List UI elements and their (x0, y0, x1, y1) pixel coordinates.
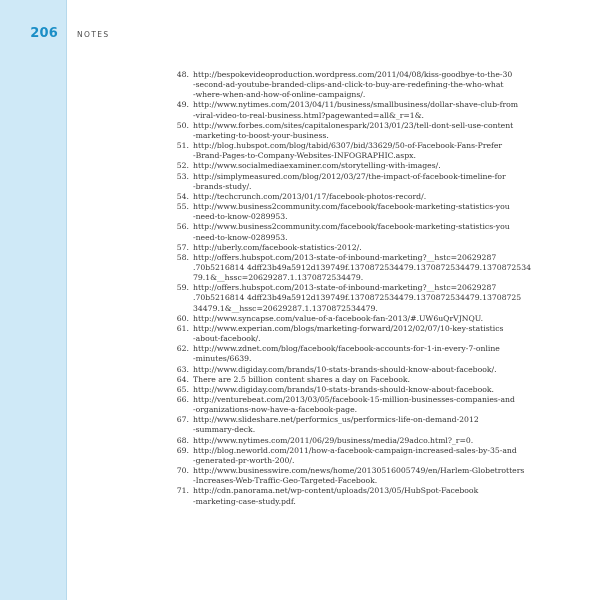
note-line: http://www.socialmediaexaminer.com/storytelling-with-images/. (193, 161, 441, 171)
note-item (170, 446, 522, 466)
note-line: http://offers.hubspot.com/2013-state-of-inbound-marketing?__hstc=20629287 (193, 252, 497, 262)
note-text (193, 365, 522, 375)
note-text (193, 324, 522, 344)
note-line: -second-ad-youtube-branded-clips-and-click-to-buy-are-redefining-the-who-what (193, 80, 504, 90)
note-line: -minutes/6639. (193, 354, 252, 364)
note-line: http://venturebeat.com/2013/03/05/facebook-15-million-businesses-companies-and (193, 395, 515, 404)
note-text (193, 395, 522, 415)
note-line: -brands-study/. (193, 181, 252, 191)
section-title: NOTES (77, 30, 110, 39)
note-number: 59. (176, 283, 189, 293)
note-item (170, 172, 522, 192)
note-item (170, 375, 522, 385)
note-line: http://techcrunch.com/2013/01/17/facebook-photos-record/. (193, 191, 427, 201)
note-item (170, 486, 522, 506)
note-number: 58. (176, 252, 189, 262)
note-line: -marketing-to-boost-your-business. (193, 130, 329, 140)
note-number: 64. (176, 374, 189, 384)
note-number: 57. (176, 242, 189, 252)
note-number: 65. (176, 384, 189, 394)
note-item (170, 314, 522, 324)
side-margin-divider (66, 0, 67, 600)
note-line: .70b5216814 4dff23b49a5912d139749f.1370872534479.1370872534479.1370872534 (193, 262, 531, 272)
note-line: http://www.digiday.com/brands/10-stats-brands-should-know-about-facebook. (193, 384, 494, 394)
note-number: 55. (176, 202, 189, 212)
note-number: 70. (176, 466, 189, 476)
note-text (193, 314, 522, 324)
note-number: 53. (176, 171, 189, 181)
note-line: -Brand-Pages-to-Company-Websites-INFOGRAPHIC.aspx. (193, 151, 416, 161)
note-item (170, 324, 522, 344)
note-line: http://www.nytimes.com/2013/04/11/business/smallbusiness/dollar-shave-club-from (193, 100, 519, 110)
note-item (170, 365, 522, 375)
note-line: -generated-pr-worth-200/. (193, 455, 295, 465)
note-text (193, 172, 522, 192)
note-number: 49. (176, 100, 189, 110)
note-line: http://offers.hubspot.com/2013-state-of-inbound-marketing?__hstc=20629287 (193, 283, 497, 293)
note-line: http://www.businesswire.com/news/home/20130516005749/en/Harlem-Globetrotters (193, 466, 525, 476)
note-line: 34479.1&__hssc=20629287.1.1370872534479. (193, 303, 378, 313)
note-number: 71. (176, 486, 189, 496)
note-line: http://www.digiday.com/brands/10-stats-brands-should-know-about-facebook/. (193, 364, 497, 374)
note-line: -viral-video-to-real-business.html?pagewanted=all&_r=1&. (193, 110, 424, 120)
note-line: There are 2.5 billion content shares a day on Facebook. (193, 374, 410, 384)
note-number: 50. (176, 120, 189, 130)
note-line: -need-to-know-0289953. (193, 212, 288, 222)
note-line: http://www.nytimes.com/2011/06/29/business/media/29adco.html?_r=0. (193, 435, 474, 445)
note-number: 60. (176, 313, 189, 323)
note-number: 52. (176, 161, 189, 171)
note-number: 62. (176, 344, 189, 354)
note-text (193, 283, 522, 313)
note-text (193, 415, 522, 435)
note-line: -where-when-and-how-of-online-campaigns/. (193, 90, 366, 100)
note-item (170, 222, 522, 242)
note-number: 61. (176, 323, 189, 333)
note-line: .70b5216814 4dff23b49a5912d139749f.1370872534479.1370872534479.13708725 (193, 293, 522, 303)
note-item (170, 100, 522, 120)
note-number: 51. (176, 141, 189, 151)
note-text (193, 121, 522, 141)
note-text (193, 222, 522, 242)
note-number: 56. (176, 222, 189, 232)
note-text (193, 141, 522, 161)
note-number: 68. (176, 435, 189, 445)
notes-list (170, 70, 531, 507)
note-line: 79.1&__hssc=20629287.1.1370872534479. (193, 273, 364, 283)
note-item (170, 344, 522, 364)
note-text (193, 436, 522, 446)
note-line: http://uberly.com/facebook-statistics-2012/. (193, 242, 362, 252)
note-item (170, 436, 522, 446)
note-text (193, 161, 522, 171)
note-text (193, 192, 522, 202)
note-text (193, 202, 522, 222)
note-line: http://www.syncapse.com/value-of-a-facebook-fan-2013/#.UW6uQrVJNQU. (193, 313, 484, 323)
note-line: http://blog.hubspot.com/blog/tabid/6307/bid/33629/50-of-Facebook-Fans-Prefer (193, 141, 503, 151)
note-item (170, 70, 522, 100)
note-line: http://www.forbes.com/sites/capitalonespark/2013/01/23/tell-dont-sell-use-content (193, 120, 514, 130)
note-line: http://www.slideshare.net/performics_us/performics-life-on-demand-2012 (193, 415, 479, 425)
note-number: 67. (176, 415, 189, 425)
note-line: http://simplymeasured.com/blog/2012/03/27/the-impact-of-facebook-timeline-for (193, 171, 506, 181)
note-line: -marketing-case-study.pdf. (193, 496, 296, 506)
note-line: http://bespokevideoproduction.wordpress.com/2011/04/08/kiss-goodbye-to-the-30 (193, 70, 513, 79)
note-text (193, 243, 522, 253)
note-item (170, 192, 522, 202)
note-number: 66. (176, 395, 189, 404)
note-text (193, 252, 531, 283)
note-item (170, 385, 522, 395)
note-line: -summary-deck. (193, 425, 256, 435)
note-line: http://www.zdnet.com/blog/facebook/facebook-accounts-for-1-in-every-7-online (193, 344, 500, 354)
page-number: 206 (30, 26, 58, 41)
note-text (193, 486, 522, 506)
note-item (170, 141, 522, 161)
note-line: http://cdn.panorama.net/wp-content/uploads/2013/05/HubSpot-Facebook (193, 486, 479, 496)
note-text (193, 70, 522, 100)
note-text (193, 375, 522, 385)
note-line: http://www.business2community.com/facebook/facebook-marketing-statistics-you (193, 222, 510, 232)
note-text (193, 100, 522, 120)
note-text (193, 344, 522, 364)
note-line: -organizations-now-have-a-facebook-page. (193, 405, 358, 415)
note-item (170, 161, 522, 171)
note-text (193, 385, 522, 395)
note-item (170, 121, 522, 141)
note-item (170, 466, 525, 486)
note-line: http://www.business2community.com/facebook/facebook-marketing-statistics-you (193, 202, 510, 212)
note-line: http://blog.neworld.com/2011/how-a-facebook-campaign-increased-sales-by-35-and (193, 445, 517, 455)
side-margin-bar (0, 0, 66, 600)
note-number: 48. (176, 70, 189, 79)
note-line: -about-facebook/. (193, 334, 261, 344)
note-number: 63. (176, 364, 189, 374)
note-line: -need-to-know-0289953. (193, 232, 288, 242)
note-item (170, 202, 522, 222)
note-line: http://www.experian.com/blogs/marketing-forward/2012/02/07/10-key-statistics (193, 323, 504, 333)
note-item (170, 252, 531, 283)
note-line: -Increases-Web-Traffic-Geo-Targeted-Facebook. (193, 476, 378, 486)
note-number: 54. (176, 191, 189, 201)
note-text (193, 466, 525, 486)
note-text (193, 446, 522, 466)
note-item (170, 243, 522, 253)
note-number: 69. (176, 445, 189, 455)
note-item (170, 283, 522, 313)
note-item (170, 415, 522, 435)
note-item (170, 395, 522, 415)
